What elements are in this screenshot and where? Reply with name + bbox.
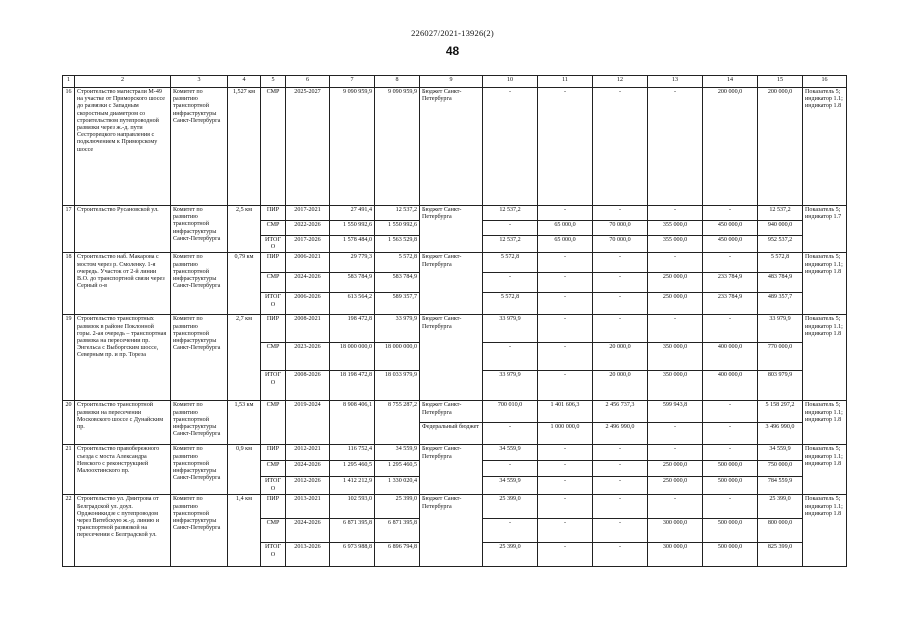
remaining-cost: 1 330 020,4	[375, 477, 420, 495]
funding-source: Бюджет Санкт-Петербурга	[420, 495, 483, 567]
period: 2024-2026	[286, 273, 330, 293]
col-number: 2	[75, 76, 171, 88]
row-number: 18	[63, 253, 75, 315]
amount-y2023: 70 000,0	[593, 221, 648, 236]
amount-y2022: 1 401 606,3	[538, 401, 593, 423]
period: 2013-2026	[286, 543, 330, 567]
amount-y2023: 20 000,0	[593, 343, 648, 371]
total-cost: 6 871 395,8	[330, 519, 375, 543]
remaining-cost: 9 090 959,9	[375, 88, 420, 206]
amount-y2022: -	[538, 371, 593, 401]
object-length: 1,4 км	[228, 495, 261, 567]
amount-y2021: 34 559,9	[483, 477, 538, 495]
amount-sum: 750 000,0	[758, 461, 803, 477]
remaining-cost: 589 357,7	[375, 293, 420, 315]
amount-sum: 25 399,0	[758, 495, 803, 519]
amount-y2021: -	[483, 273, 538, 293]
executor: Комитет по развитию транспортной инфраструктуры Санкт-Петербурга	[171, 253, 228, 315]
funding-source: Бюджет Санкт-Петербурга	[420, 315, 483, 401]
amount-sum: 770 000,0	[758, 343, 803, 371]
row-number: 21	[63, 445, 75, 495]
remaining-cost: 6 871 395,8	[375, 519, 420, 543]
period: 2012-2026	[286, 477, 330, 495]
total-cost: 198 472,8	[330, 315, 375, 343]
stage: СМР	[261, 401, 286, 445]
indicators: Показатель 5; индикатор 1.1; индикатор 1.8	[803, 401, 847, 445]
funding-source: Бюджет Санкт-Петербурга	[420, 445, 483, 495]
remaining-cost: 583 784,9	[375, 273, 420, 293]
col-number: 12	[593, 76, 648, 88]
period: 2006-2021	[286, 253, 330, 273]
amount-y2025: 500 000,0	[703, 477, 758, 495]
indicators: Показатель 5; индикатор 1.1; индикатор 1.8	[803, 253, 847, 315]
table-row	[63, 253, 847, 273]
amount-sum: 200 000,0	[758, 88, 803, 206]
col-number: 9	[420, 76, 483, 88]
stage: ИТОГО	[261, 236, 286, 253]
amount-y2022: -	[538, 343, 593, 371]
col-number: 11	[538, 76, 593, 88]
amount-y2024: 250 000,0	[648, 461, 703, 477]
executor: Комитет по развитию транспортной инфраструктуры Санкт-Петербурга	[171, 88, 228, 206]
amount-y2021: 34 559,9	[483, 445, 538, 461]
remaining-cost: 6 896 794,8	[375, 543, 420, 567]
amount-y2024: -	[648, 445, 703, 461]
total-cost: 613 564,2	[330, 293, 375, 315]
amount-y2021: -	[483, 519, 538, 543]
page-number: 48	[445, 44, 460, 58]
amount-y2025: -	[703, 206, 758, 221]
executor: Комитет по развитию транспортной инфраструктуры Санкт-Петербурга	[171, 206, 228, 253]
object-length: 2,5 км	[228, 206, 261, 253]
executor: Комитет по развитию транспортной инфраструктуры Санкт-Петербурга	[171, 315, 228, 401]
amount-y2024: 250 000,0	[648, 273, 703, 293]
amount-y2025: -	[703, 445, 758, 461]
amount-y2023: -	[593, 273, 648, 293]
table-row	[63, 495, 847, 519]
amount-y2024: -	[648, 495, 703, 519]
remaining-cost: 18 000 000,0	[375, 343, 420, 371]
col-number: 1	[63, 76, 75, 88]
table-row	[63, 88, 847, 206]
table-body	[63, 88, 847, 567]
remaining-cost: 1 563 529,8	[375, 236, 420, 253]
total-cost: 1 295 460,5	[330, 461, 375, 477]
amount-y2024: -	[648, 206, 703, 221]
amount-y2022: -	[538, 543, 593, 567]
amount-y2025: -	[703, 401, 758, 423]
amount-y2024: -	[648, 253, 703, 273]
funding-source: Бюджет Санкт-Петербурга	[420, 206, 483, 253]
amount-y2025: 450 000,0	[703, 236, 758, 253]
col-number: 13	[648, 76, 703, 88]
object-name: Строительство транспортных развязок в районе Поклонной горы. 2-ая очередь – транспортная развязка на пересечении пр. Энгельса с Выборгским шоссе, Северным пр. и пр. Тореза	[75, 315, 171, 401]
period: 2024-2026	[286, 461, 330, 477]
amount-y2021: -	[483, 88, 538, 206]
amount-y2021: -	[483, 343, 538, 371]
table-row	[63, 401, 847, 423]
stage: ПИР	[261, 206, 286, 221]
total-cost: 6 973 988,8	[330, 543, 375, 567]
amount-y2021: 25 399,0	[483, 495, 538, 519]
amount-y2021: 5 572,8	[483, 293, 538, 315]
col-number: 5	[261, 76, 286, 88]
amount-y2024: -	[648, 315, 703, 343]
period: 2022-2026	[286, 221, 330, 236]
table-row	[63, 445, 847, 461]
period: 2008-2021	[286, 315, 330, 343]
amount-y2021: -	[483, 461, 538, 477]
object-length: 1,53 км	[228, 401, 261, 445]
amount-sum: 803 979,9	[758, 371, 803, 401]
amount-y2023: -	[593, 293, 648, 315]
amount-y2021: 12 537,2	[483, 236, 538, 253]
object-name: Строительство ул. Дмитрова от Белградской ул. доул. Орджоникидзе с путепроводом через Витебскую ж.-д. линию и транспортной развязкой на пересечении с Белградской ул.	[75, 495, 171, 567]
amount-y2023: -	[593, 445, 648, 461]
amount-y2025: -	[703, 253, 758, 273]
stage: СМР	[261, 343, 286, 371]
amount-y2023: -	[593, 495, 648, 519]
amount-y2024: 250 000,0	[648, 477, 703, 495]
total-cost: 27 491,4	[330, 206, 375, 221]
amount-y2024: 350 000,0	[648, 343, 703, 371]
amount-y2022: -	[538, 519, 593, 543]
amount-y2023: -	[593, 315, 648, 343]
amount-sum: 33 979,9	[758, 315, 803, 343]
period: 2006-2026	[286, 293, 330, 315]
amount-y2022: 65 000,0	[538, 236, 593, 253]
row-number: 17	[63, 206, 75, 253]
amount-y2022: -	[538, 293, 593, 315]
stage: ИТОГО	[261, 543, 286, 567]
amount-y2024: -	[648, 88, 703, 206]
total-cost: 1 412 212,9	[330, 477, 375, 495]
amount-y2024: 355 000,0	[648, 236, 703, 253]
total-cost: 9 090 959,9	[330, 88, 375, 206]
total-cost: 8 908 406,1	[330, 401, 375, 445]
amount-y2023: -	[593, 477, 648, 495]
period: 2017-2021	[286, 206, 330, 221]
amount-y2022: -	[538, 477, 593, 495]
total-cost: 18 198 472,8	[330, 371, 375, 401]
object-name: Строительство правобережного съезда с моста Александра Невского с реконструкцией Малоохтинского пр.	[75, 445, 171, 495]
row-number: 20	[63, 401, 75, 445]
remaining-cost: 8 755 287,2	[375, 401, 420, 445]
amount-y2021: 5 572,8	[483, 253, 538, 273]
amount-sum: 34 559,9	[758, 445, 803, 461]
amount-y2023: -	[593, 543, 648, 567]
amount-y2021: -	[483, 423, 538, 445]
amount-y2021: 25 399,0	[483, 543, 538, 567]
executor: Комитет по развитию транспортной инфраструктуры Санкт-Петербурга	[171, 445, 228, 495]
stage: ПИР	[261, 445, 286, 461]
amount-y2025: 500 000,0	[703, 543, 758, 567]
amount-y2024: 300 000,0	[648, 543, 703, 567]
funding-source: Федеральный бюджет	[420, 423, 483, 445]
amount-y2025: 233 784,9	[703, 293, 758, 315]
remaining-cost: 5 572,8	[375, 253, 420, 273]
object-name: Строительство транспортной развязки на пересечении Московского шоссе с Дунайским пр.	[75, 401, 171, 445]
stage: СМР	[261, 461, 286, 477]
amount-y2025: 400 000,0	[703, 371, 758, 401]
amount-sum: 5 158 297,2	[758, 401, 803, 423]
period: 2017-2026	[286, 236, 330, 253]
indicators: Показатель 5; индикатор 1.1; индикатор 1.8	[803, 445, 847, 495]
amount-y2024: 355 000,0	[648, 221, 703, 236]
total-cost: 583 784,9	[330, 273, 375, 293]
amount-sum: 952 537,2	[758, 236, 803, 253]
period: 2019-2024	[286, 401, 330, 445]
remaining-cost: 25 399,0	[375, 495, 420, 519]
executor: Комитет по развитию транспортной инфраструктуры Санкт-Петербурга	[171, 495, 228, 567]
indicators: Показатель 5; индикатор 1.1; индикатор 1.8	[803, 495, 847, 567]
amount-y2023: -	[593, 519, 648, 543]
row-number: 22	[63, 495, 75, 567]
stage: ИТОГО	[261, 293, 286, 315]
object-name: Строительство магистрали М-49 на участке от Приморского шоссе до развязки с Западным скоростным диаметром со строительством путепроводной развязки через ж.-д. пути Сестрорецкого направления с подключением к Приморскому шоссе	[75, 88, 171, 206]
indicators: Показатель 5; индикатор 1.1; индикатор 1.8	[803, 88, 847, 206]
amount-y2023: 70 000,0	[593, 236, 648, 253]
amount-y2021: 33 979,9	[483, 371, 538, 401]
object-length: 0,79 км	[228, 253, 261, 315]
column-number-row	[63, 76, 847, 88]
amount-sum: 784 559,9	[758, 477, 803, 495]
table-row	[63, 315, 847, 343]
total-cost: 1 550 992,6	[330, 221, 375, 236]
indicators: Показатель 5; индикатор 1.7	[803, 206, 847, 253]
amount-y2025: 400 000,0	[703, 343, 758, 371]
amount-y2025: -	[703, 495, 758, 519]
stage: СМР	[261, 519, 286, 543]
stage: СМР	[261, 221, 286, 236]
object-length: 1,527 км	[228, 88, 261, 206]
remaining-cost: 1 295 460,5	[375, 461, 420, 477]
amount-y2024: 599 943,8	[648, 401, 703, 423]
amount-sum: 825 399,0	[758, 543, 803, 567]
object-name: Строительство наб. Макарова с мостом через р. Смоленку. 1-я очередь. Участок от 2-й линии В.О. до транспортной связи через Серный о-в	[75, 253, 171, 315]
amount-y2021: 33 979,9	[483, 315, 538, 343]
amount-y2025: -	[703, 423, 758, 445]
amount-y2022: -	[538, 206, 593, 221]
col-number: 3	[171, 76, 228, 88]
amount-sum: 3 496 990,0	[758, 423, 803, 445]
stage: ПИР	[261, 315, 286, 343]
amount-y2021: 12 537,2	[483, 206, 538, 221]
remaining-cost: 34 559,9	[375, 445, 420, 461]
col-number: 16	[803, 76, 847, 88]
amount-y2022: -	[538, 253, 593, 273]
stage: ИТОГО	[261, 371, 286, 401]
row-number: 19	[63, 315, 75, 401]
amount-y2024: -	[648, 423, 703, 445]
amount-y2022: -	[538, 495, 593, 519]
funding-source: Бюджет Санкт-Петербурга	[420, 253, 483, 315]
period: 2012-2021	[286, 445, 330, 461]
funding-source: Бюджет Санкт-Петербурга	[420, 401, 483, 423]
total-cost: 116 752,4	[330, 445, 375, 461]
period: 2024-2026	[286, 519, 330, 543]
amount-y2021: -	[483, 221, 538, 236]
stage: СМР	[261, 88, 286, 206]
amount-y2021: 700 010,0	[483, 401, 538, 423]
object-name: Строительство Русановской ул.	[75, 206, 171, 253]
amount-y2023: -	[593, 206, 648, 221]
col-number: 6	[286, 76, 330, 88]
total-cost: 29 779,3	[330, 253, 375, 273]
funding-source: Бюджет Санкт-Петербурга	[420, 88, 483, 206]
col-number: 8	[375, 76, 420, 88]
col-number: 14	[703, 76, 758, 88]
amount-y2025: 200 000,0	[703, 88, 758, 206]
amount-y2022: -	[538, 461, 593, 477]
table-row	[63, 206, 847, 221]
amount-y2024: 350 000,0	[648, 371, 703, 401]
object-length: 2,7 км	[228, 315, 261, 401]
amount-y2022: -	[538, 273, 593, 293]
amount-y2023: 20 000,0	[593, 371, 648, 401]
remaining-cost: 18 033 979,9	[375, 371, 420, 401]
period: 2025-2027	[286, 88, 330, 206]
document-code: 226027/2021-13926(2)	[411, 28, 494, 38]
stage: ПИР	[261, 495, 286, 519]
total-cost: 102 593,0	[330, 495, 375, 519]
amount-y2023: -	[593, 461, 648, 477]
remaining-cost: 1 550 992,6	[375, 221, 420, 236]
amount-y2023: 2 456 737,3	[593, 401, 648, 423]
amount-sum: 5 572,8	[758, 253, 803, 273]
total-cost: 1 578 484,0	[330, 236, 375, 253]
row-number: 16	[63, 88, 75, 206]
amount-y2022: -	[538, 445, 593, 461]
amount-y2023: 2 496 990,0	[593, 423, 648, 445]
period: 2008-2026	[286, 371, 330, 401]
amount-y2022: 65 000,0	[538, 221, 593, 236]
amount-y2024: 300 000,0	[648, 519, 703, 543]
period: 2013-2021	[286, 495, 330, 519]
remaining-cost: 12 537,2	[375, 206, 420, 221]
col-number: 10	[483, 76, 538, 88]
col-number: 7	[330, 76, 375, 88]
remaining-cost: 33 979,9	[375, 315, 420, 343]
amount-y2022: -	[538, 315, 593, 343]
total-cost: 18 000 000,0	[330, 343, 375, 371]
object-length: 0,9 км	[228, 445, 261, 495]
amount-y2025: -	[703, 315, 758, 343]
stage: СМР	[261, 273, 286, 293]
stage: ПИР	[261, 253, 286, 273]
amount-sum: 489 357,7	[758, 293, 803, 315]
indicators: Показатель 5; индикатор 1.1; индикатор 1.8	[803, 315, 847, 401]
amount-y2023: -	[593, 88, 648, 206]
amount-sum: 12 537,2	[758, 206, 803, 221]
executor: Комитет по развитию транспортной инфраструктуры Санкт-Петербурга	[171, 401, 228, 445]
period: 2023-2026	[286, 343, 330, 371]
amount-y2025: 500 000,0	[703, 519, 758, 543]
amount-y2022: -	[538, 88, 593, 206]
amount-sum: 940 000,0	[758, 221, 803, 236]
stage: ИТОГО	[261, 477, 286, 495]
amount-y2025: 233 784,9	[703, 273, 758, 293]
col-number: 4	[228, 76, 261, 88]
program-table	[62, 75, 847, 567]
amount-y2024: 250 000,0	[648, 293, 703, 315]
amount-y2023: -	[593, 253, 648, 273]
col-number: 15	[758, 76, 803, 88]
amount-sum: 483 784,9	[758, 273, 803, 293]
amount-sum: 800 000,0	[758, 519, 803, 543]
amount-y2022: 1 000 000,0	[538, 423, 593, 445]
amount-y2025: 450 000,0	[703, 221, 758, 236]
amount-y2025: 500 000,0	[703, 461, 758, 477]
